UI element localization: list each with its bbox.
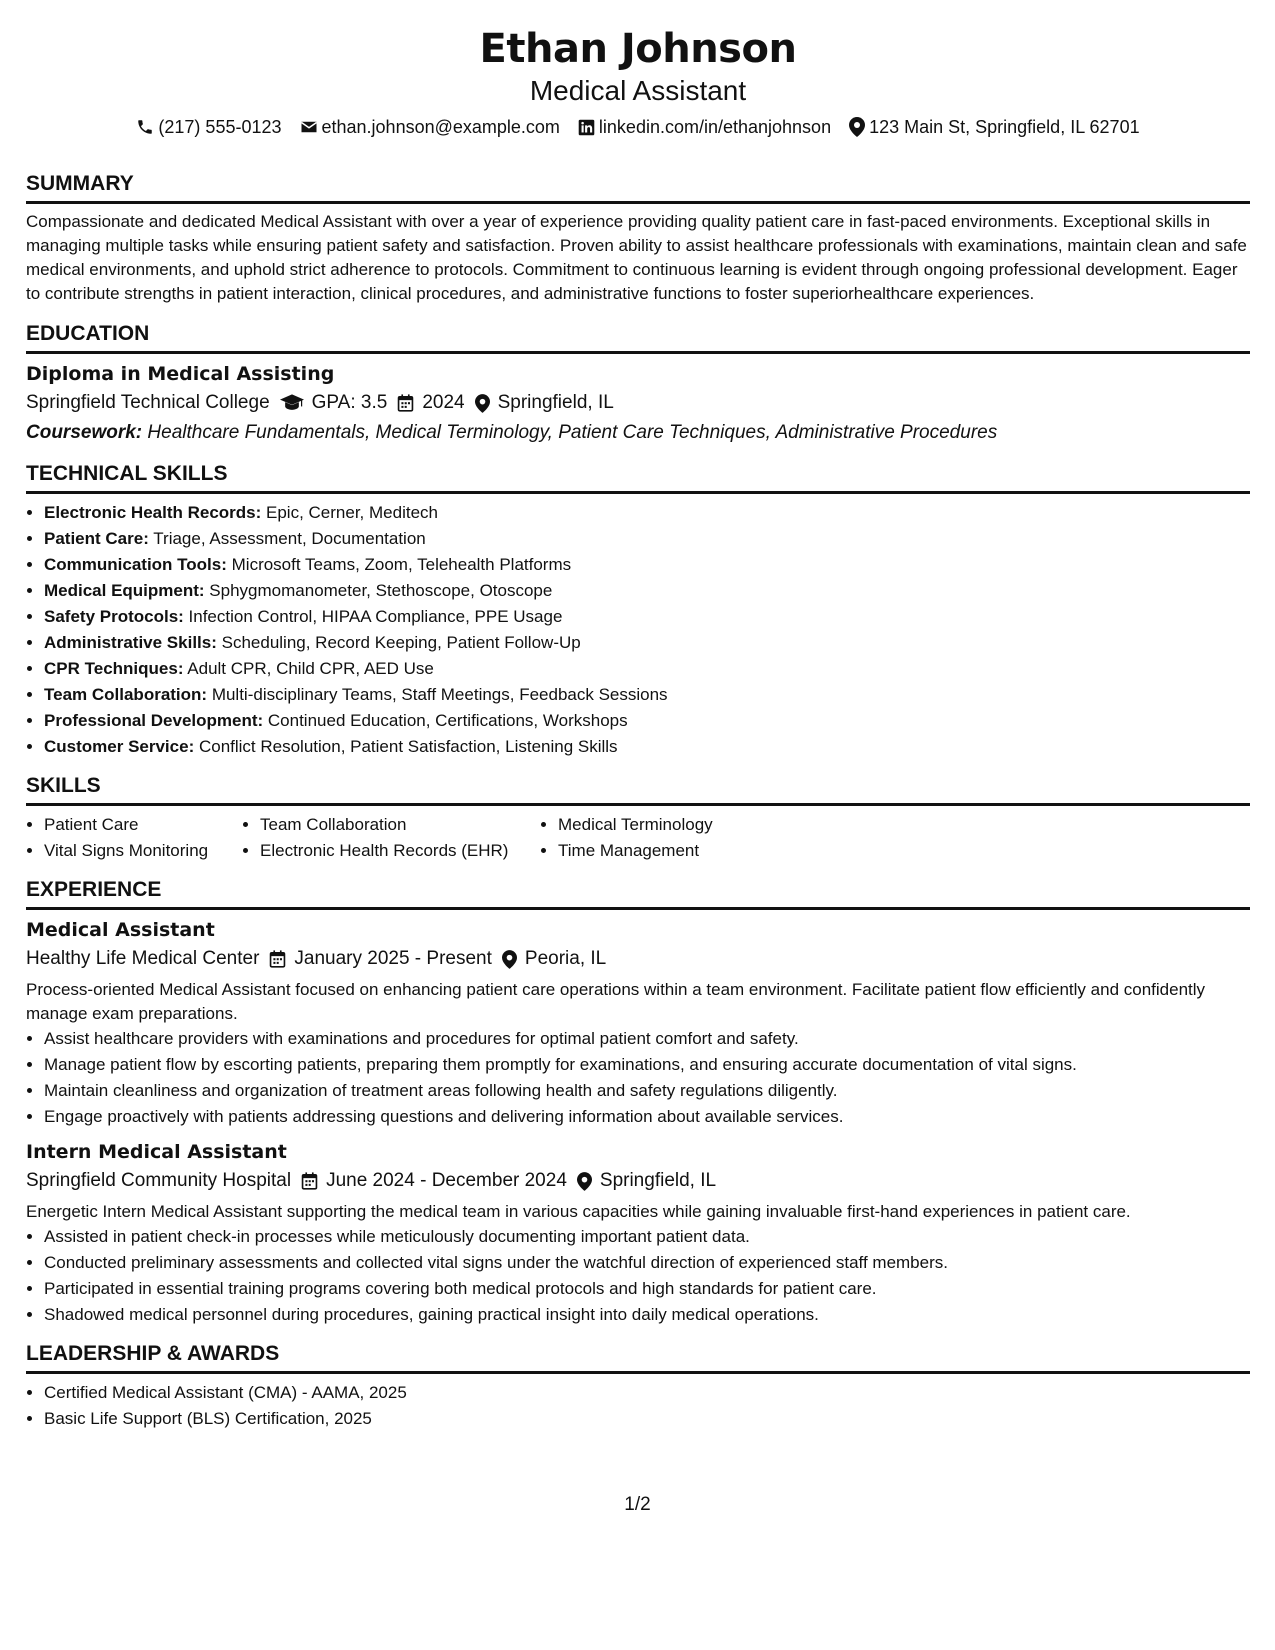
education-meta	[26, 388, 1250, 418]
section-heading-experience: EXPERIENCE	[26, 878, 162, 901]
contact-bar	[26, 114, 1250, 140]
skill-category: CPR Techniques:	[44, 659, 184, 678]
job-summary: Energetic Intern Medical Assistant supporting the medical team in various capacities while gaining invaluable first-hand experiences in patient care.	[26, 1202, 1131, 1221]
list-item: • Participated in essential training programs covering both medical protocols and high standards for patient care.	[44, 1276, 1250, 1302]
graduation-cap-icon	[280, 394, 304, 412]
section-divider	[26, 351, 1250, 354]
job-entry	[26, 916, 1250, 1130]
contact-phone[interactable]	[136, 114, 281, 140]
skill-category: Professional Development:	[44, 711, 264, 730]
section-divider	[26, 1371, 1250, 1374]
list-item	[44, 578, 1250, 604]
degree-title: Diploma in Medical Assisting	[26, 363, 335, 385]
skill-category: Electronic Health Records:	[44, 503, 262, 522]
list-item: • Team Collaboration	[260, 812, 540, 838]
skill-category: Patient Care:	[44, 529, 149, 548]
section-divider	[26, 201, 1250, 204]
list-item: • Time Management	[558, 838, 840, 864]
list-item: • Conducted preliminary assessments and collected vital signs under the watchful direction of experienced staff members.	[44, 1250, 1250, 1276]
resume-header	[26, 24, 1250, 140]
list-item	[44, 500, 1250, 526]
skill-values: Continued Education, Certifications, Workshops	[263, 711, 628, 730]
awards-section	[26, 1340, 1250, 1432]
job-location: Springfield, IL	[599, 1170, 717, 1191]
list-item	[44, 604, 1250, 630]
gpa-text: GPA: 3.5	[311, 392, 388, 413]
skill-values: Infection Control, HIPAA Compliance, PPE Usage	[183, 607, 563, 626]
list-item: • Maintain cleanliness and organization of treatment areas following health and safety regulations diligently.	[44, 1078, 1250, 1104]
job-dates: January 2025 - Present	[294, 948, 492, 969]
list-item	[44, 708, 1250, 734]
skill-category: Team Collaboration:	[44, 685, 208, 704]
experience-section	[26, 876, 1250, 1328]
contact-address	[849, 114, 1140, 140]
job-title: Medical Assistant	[26, 919, 215, 941]
coursework-list: Healthcare Fundamentals, Medical Terminology, Patient Care Techniques, Administrative Procedures	[142, 422, 998, 443]
list-item: • Engage proactively with patients addressing questions and delivering information about available services.	[44, 1104, 1250, 1130]
envelope-icon	[300, 118, 318, 136]
skills-column	[26, 812, 242, 864]
list-item: • Basic Life Support (BLS) Certification, 2025	[44, 1406, 1250, 1432]
skill-category: Customer Service:	[44, 737, 195, 756]
calendar-icon	[301, 1172, 318, 1190]
job-title: Intern Medical Assistant	[26, 1141, 287, 1163]
awards-list	[26, 1380, 1250, 1432]
section-heading-skills: SKILLS	[26, 774, 101, 797]
linkedin-text: linkedin.com/in/ethanjohnson	[598, 117, 832, 137]
list-item: • Medical Terminology	[558, 812, 840, 838]
list-item: • Assisted in patient check-in processes while meticulously documenting important patient data.	[44, 1224, 1250, 1250]
list-item: • Manage patient flow by escorting patients, preparing them promptly for examinations, and ensuring accurate documentation of vital signs.	[44, 1052, 1250, 1078]
address-text: 123 Main St, Springfield, IL 62701	[869, 117, 1140, 137]
page-number: 1/2	[624, 1494, 651, 1515]
candidate-name: Ethan Johnson	[479, 26, 797, 72]
technical-skills-list	[26, 500, 1250, 760]
section-heading-awards: LEADERSHIP & AWARDS	[26, 1342, 280, 1365]
list-item: • Electronic Health Records (EHR)	[260, 838, 540, 864]
job-meta	[26, 944, 1250, 974]
map-pin-icon	[475, 394, 490, 413]
coursework	[26, 418, 1250, 448]
email-text: ethan.johnson@example.com	[321, 117, 560, 137]
skills-columns	[26, 812, 1250, 864]
skill-values: Conflict Resolution, Patient Satisfaction, Listening Skills	[194, 737, 618, 756]
list-item: • Certified Medical Assistant (CMA) - AAMA, 2025	[44, 1380, 1250, 1406]
linkedin-icon	[578, 119, 595, 136]
section-divider	[26, 907, 1250, 910]
contact-linkedin[interactable]	[578, 114, 831, 140]
job-meta	[26, 1166, 1250, 1196]
job-bullets	[26, 1026, 1250, 1130]
candidate-title: Medical Assistant	[529, 75, 747, 106]
calendar-icon	[269, 950, 286, 968]
school-name: Springfield Technical College	[26, 392, 270, 413]
list-item	[44, 552, 1250, 578]
section-divider	[26, 491, 1250, 494]
skill-category: Administrative Skills:	[44, 633, 217, 652]
section-heading-summary: SUMMARY	[26, 172, 134, 195]
phone-text: (217) 555-0123	[158, 117, 282, 137]
skill-values: Multi-disciplinary Teams, Staff Meetings, Feedback Sessions	[207, 685, 668, 704]
company-name: Springfield Community Hospital	[26, 1170, 292, 1191]
list-item	[44, 656, 1250, 682]
calendar-icon	[397, 394, 414, 412]
job-location: Peoria, IL	[524, 948, 607, 969]
map-pin-icon	[502, 950, 517, 969]
phone-icon	[136, 118, 154, 136]
list-item	[44, 682, 1250, 708]
list-item: • Vital Signs Monitoring	[44, 838, 242, 864]
list-item: • Assist healthcare providers with examinations and procedures for optimal patient comfort and safety.	[44, 1026, 1250, 1052]
education-section	[26, 320, 1250, 448]
resume-page	[26, 0, 1250, 1432]
map-pin-icon	[577, 1172, 592, 1191]
job-entry	[26, 1138, 1250, 1328]
section-divider	[26, 803, 1250, 806]
summary-section	[26, 170, 1250, 306]
map-pin-icon	[849, 117, 865, 137]
skills-column	[540, 812, 840, 864]
skill-values: Sphygmomanometer, Stethoscope, Otoscope	[204, 581, 553, 600]
coursework-label: Coursework:	[26, 422, 143, 443]
skill-values: Scheduling, Record Keeping, Patient Follow-Up	[216, 633, 581, 652]
skill-values: Adult CPR, Child CPR, AED Use	[183, 659, 434, 678]
contact-email[interactable]	[300, 114, 560, 140]
list-item	[44, 734, 1250, 760]
skill-values: Triage, Assessment, Documentation	[148, 529, 426, 548]
list-item	[44, 526, 1250, 552]
skill-values: Epic, Cerner, Meditech	[261, 503, 438, 522]
list-item: • Shadowed medical personnel during procedures, gaining practical insight into daily medical operations.	[44, 1302, 1250, 1328]
skills-section	[26, 772, 1250, 864]
company-name: Healthy Life Medical Center	[26, 948, 260, 969]
education-location: Springfield, IL	[497, 392, 614, 413]
skill-values: Microsoft Teams, Zoom, Telehealth Platforms	[226, 555, 572, 574]
skills-column	[242, 812, 540, 864]
technical-skills-section	[26, 460, 1250, 760]
summary-text: Compassionate and dedicated Medical Assistant with over a year of experience providing quality patient care in fast-paced environments. Exceptional skills in managing multiple tasks while ensuring patient safety and satisfaction. Proven ability to assist healthcare professionals with examinations, maintain clean and safe medical environments, and uphold strict adherence to protocols. Commitment to continuous learning is evident through ongoing professional development. Eager to contribute strengths in patient interaction, clinical procedures, and administrative functions to foster superiorhealthcare experiences.	[26, 212, 1247, 303]
section-heading-education: EDUCATION	[26, 322, 150, 345]
skill-category: Safety Protocols:	[44, 607, 184, 626]
list-item: • Patient Care	[44, 812, 242, 838]
skill-category: Communication Tools:	[44, 555, 227, 574]
skill-category: Medical Equipment:	[44, 581, 205, 600]
graduation-year: 2024	[422, 392, 465, 413]
section-heading-technical-skills: TECHNICAL SKILLS	[26, 462, 228, 485]
list-item	[44, 630, 1250, 656]
job-bullets	[26, 1224, 1250, 1328]
job-summary: Process-oriented Medical Assistant focused on enhancing patient care operations within a team environment. Facilitate patient flow efficiently and confidently manage exam preparations.	[26, 980, 1206, 1023]
job-dates: June 2024 - December 2024	[326, 1170, 567, 1191]
